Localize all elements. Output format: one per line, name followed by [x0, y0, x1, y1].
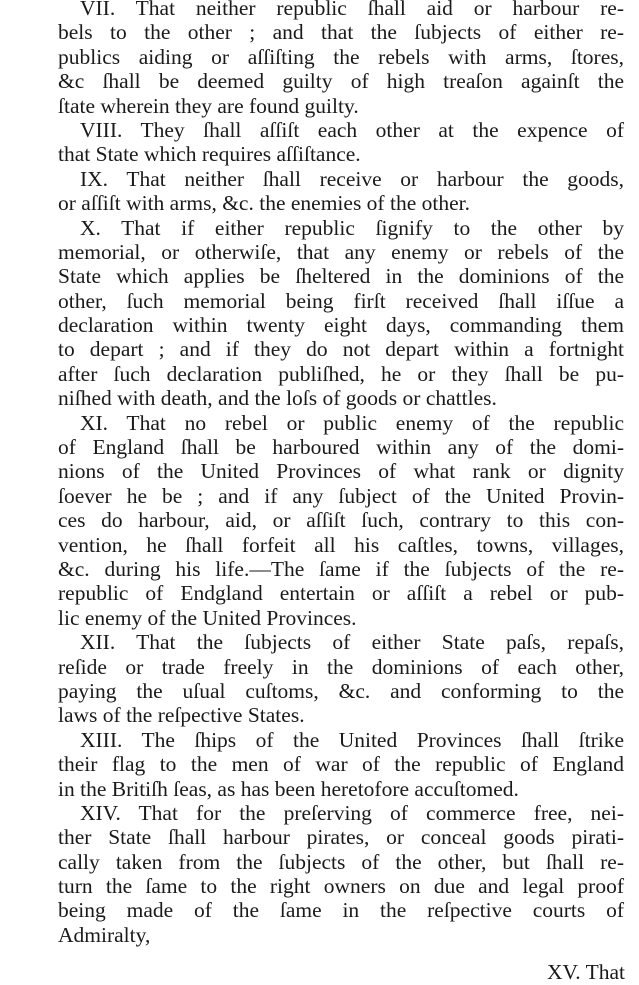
text-line: niſhed with death, and the loſs of goods or chattles.	[58, 386, 497, 411]
text-line: ces do harbour, aid, or aſſiſt ſuch, contrary to this con-	[58, 508, 624, 533]
text-line: bels to the other ; and that the ſubjects of either re-	[58, 20, 624, 45]
text-line: declaration within twenty eight days, commanding them	[58, 313, 624, 338]
text-line: turn the ſame to the right owners on due and legal proof	[58, 874, 624, 899]
text-line: to depart ; and if they do not depart within a fortnight	[58, 337, 624, 362]
text-line: &c. during his life.—The ſame if the ſubjects of the re-	[58, 556, 624, 581]
text-line: XIV. That for the preſerving of commerce free, nei-	[80, 800, 624, 825]
text-line: nions of the United Provinces of what rank or dignity	[58, 459, 624, 484]
text-line: XII. That the ſubjects of either State paſs, repaſs,	[80, 630, 624, 655]
text-line: memorial, or otherwiſe, that any enemy or rebels of the	[58, 239, 624, 264]
text-line: ſoever he be ; and if any ſubject of the United Provin-	[58, 483, 624, 508]
article-ix	[58, 167, 624, 216]
article-xii	[58, 630, 624, 728]
article-x	[58, 216, 624, 411]
document-page	[58, 0, 624, 947]
text-line: of England ſhall be harboured within any of the domi-	[58, 435, 624, 460]
text-line: ther State ſhall harbour pirates, or conceal goods pirati-	[58, 825, 624, 850]
text-line: XI. That no rebel or public enemy of the republic	[80, 410, 624, 435]
article-vii	[58, 0, 624, 118]
text-line: XIII. The ſhips of the United Provinces ſhall ſtrike	[80, 727, 624, 752]
text-line: after ſuch declaration publiſhed, he or they ſhall be pu-	[58, 361, 624, 386]
article-xi	[58, 411, 624, 631]
text-line: ſtate wherein they are found guilty.	[58, 93, 359, 118]
text-line: paying the uſual cuſtoms, &c. and conforming to the	[58, 678, 624, 703]
text-line: X. That if either republic ſignify to the other by	[80, 215, 624, 240]
text-line: or aſſiſt with arms, &c. the enemies of the other.	[58, 191, 470, 216]
text-line: lic enemy of the United Provinces.	[58, 605, 357, 630]
text-line: IX. That neither ſhall receive or harbour the goods,	[80, 166, 624, 191]
text-line: republic of Endgland entertain or aſſiſt a rebel or pub-	[58, 581, 624, 606]
text-line: other, ſuch memorial being firſt received ſhall iſſue a	[58, 288, 624, 313]
article-xiii	[58, 728, 624, 801]
text-line: Admiralty,	[58, 922, 151, 947]
text-line: State which applies be ſheltered in the dominions of the	[58, 264, 624, 289]
text-line: VIII. They ſhall aſſiſt each other at the expence of	[80, 117, 624, 142]
text-line: VII. That neither republic ſhall aid or harbour re-	[80, 0, 624, 20]
text-line: their flag to the men of war of the republic of England	[58, 752, 624, 777]
text-line: &c ſhall be deemed guilty of high treaſon againſt the	[58, 69, 624, 94]
text-line: being made of the ſame in the reſpective courts of	[58, 898, 624, 923]
text-line: publics aiding or aſſiſting the rebels with arms, ſtores,	[58, 44, 624, 69]
text-line: cally taken from the ſubjects of the other, but ſhall re-	[58, 849, 624, 874]
text-line: that State which requires aſſiſtance.	[58, 142, 361, 167]
text-line: vention, he ſhall forfeit all his caſtles, towns, villages,	[58, 532, 624, 557]
text-line: reſide or trade freely in the dominions of each other,	[58, 654, 624, 679]
text-line: laws of the reſpective States.	[58, 703, 305, 728]
catchword: XV. That	[546, 960, 625, 984]
article-viii	[58, 118, 624, 167]
article-xiv	[58, 801, 624, 947]
text-line: in the Britiſh ſeas, as has been heretofore accuſtomed.	[58, 776, 519, 801]
